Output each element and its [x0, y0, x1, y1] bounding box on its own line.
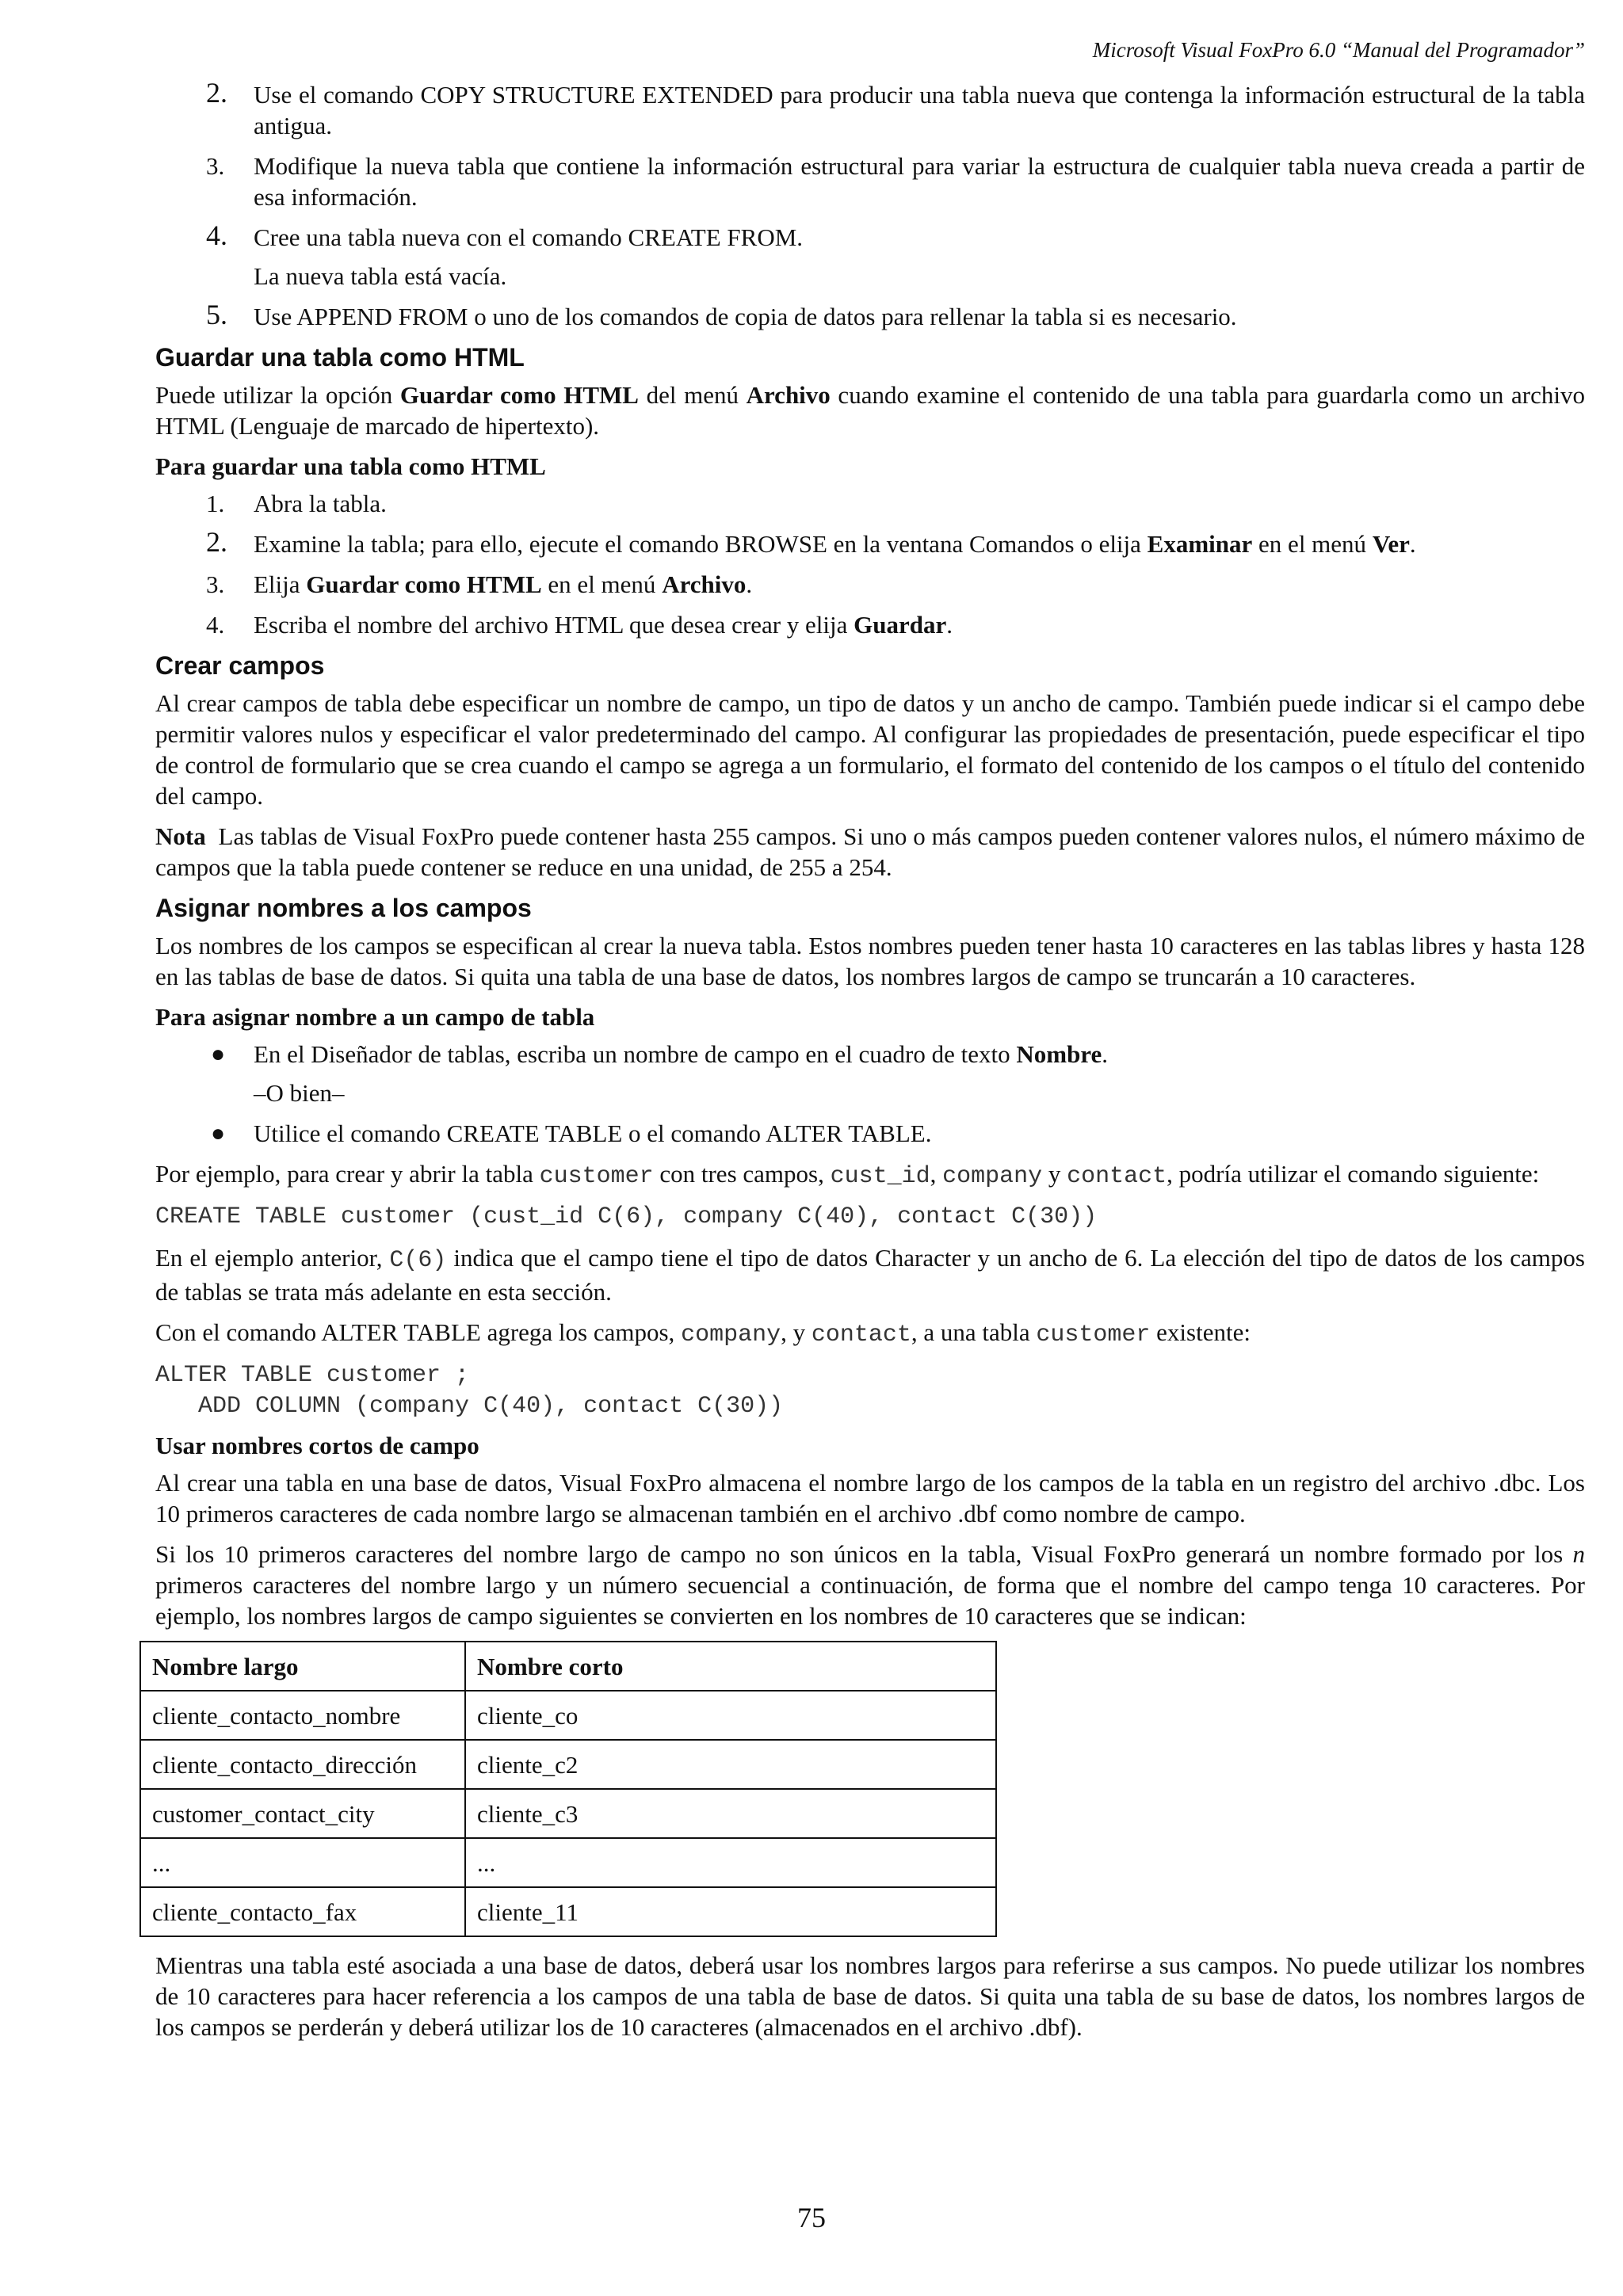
list-item: 2. Examine la tabla; para ello, ejecute el comando BROWSE en la ventana Comandos o elija Examinar en el menú Ver.	[206, 526, 1416, 558]
table-cell: cliente_contacto_nombre	[140, 1691, 465, 1740]
list-item: 1. Abra la tabla.	[206, 490, 387, 517]
list-item: 3. Elija Guardar como HTML en el menú Archivo.	[206, 570, 753, 598]
paragraph: Por ejemplo, para crear y abrir la tabla customer con tres campos, cust_id, company y contact, podría utilizar el comando siguiente:	[155, 1160, 1540, 1190]
table-row	[140, 1691, 996, 1740]
list-item: 5. Use APPEND FROM o uno de los comandos de copia de datos para rellenar la tabla si es necesario.	[206, 299, 1237, 330]
code-block	[155, 1360, 1585, 1422]
paragraph: En el ejemplo anterior, C(6) indica que el campo tiene el tipo de datos Character y un ancho de 6. La elección del tipo de datos de los campos de tablas se trata más adelante en esta sección.	[155, 1244, 1585, 1306]
list-item: ● En el Diseñador de tablas, escriba un nombre de campo en el cuadro de texto Nombre.	[211, 1040, 1109, 1068]
list-item: 4. Escriba el nombre del archivo HTML que desea crear y elija Guardar.	[206, 611, 953, 639]
table-cell: cliente_c2	[465, 1740, 996, 1789]
procedure-title: Usar nombres cortos de campo	[155, 1432, 479, 1459]
table-cell: cliente_c3	[465, 1789, 996, 1838]
code-block: CREATE TABLE customer (cust_id C(6), company C(40), contact C(30))	[155, 1203, 1098, 1230]
table-row	[140, 1838, 996, 1887]
code-line: ALTER TABLE customer ;	[155, 1362, 470, 1389]
list-item: 2. Use el comando COPY STRUCTURE EXTENDED para producir una tabla nueva que contenga la información estructural de la tabla antigua.	[206, 77, 1585, 139]
table-cell: cliente_co	[465, 1691, 996, 1740]
paragraph: Puede utilizar la opción Guardar como HTML del menú Archivo cuando examine el contenido de una tabla para guardarla como un archivo HTML (Lenguaje de marcado de hipertexto).	[155, 381, 1585, 440]
field-names-table	[139, 1641, 997, 1937]
section-heading-campos: Crear campos	[155, 651, 325, 680]
code-line: ADD COLUMN (company C(40), contact C(30))	[155, 1393, 784, 1420]
table-cell: cliente_contacto_dirección	[140, 1740, 465, 1789]
bullet-icon: ●	[211, 1041, 226, 1067]
paragraph: Los nombres de los campos se especifican al crear la nueva tabla. Estos nombres pueden tener hasta 10 caracteres en las tablas libres y hasta 128 en las tablas de base de datos. Si quita una tabla de una base de datos, los nombres largos de campo se truncarán a 10 caracteres.	[155, 932, 1585, 990]
top-step-list	[155, 79, 1585, 253]
column-header: Nombre corto	[465, 1642, 996, 1691]
page-content	[152, 77, 1586, 2052]
table-cell: ...	[465, 1838, 996, 1887]
table-cell: customer_contact_city	[140, 1789, 465, 1838]
bullet-icon: ●	[211, 1120, 226, 1146]
page-number: 75	[797, 2202, 826, 2233]
list-item: 3. Modifique la nueva tabla que contiene la información estructural para variar la estructura de cualquier tabla nueva creada a partir de esa información.	[206, 152, 1585, 211]
section-heading-nombres: Asignar nombres a los campos	[155, 894, 532, 922]
bullet-list	[155, 1039, 1585, 1070]
section-heading-html: Guardar una tabla como HTML	[155, 343, 525, 372]
procedure-title: Para guardar una tabla como HTML	[155, 452, 546, 480]
table-row	[140, 1789, 996, 1838]
table-row	[140, 1887, 996, 1936]
paragraph: Mientras una tabla esté asociada a una base de datos, deberá usar los nombres largos para referirse a sus campos. No puede utilizar los nombres de 10 caracteres para hacer referencia a los campos de una tabla de base de datos. Si quita una tabla de su base de datos, los nombres largos de los campos se perderán y deberá utilizar los de 10 caracteres (almacenados en el archivo .dbf).	[155, 1951, 1585, 2041]
column-header: Nombre largo	[140, 1642, 465, 1691]
table-header-row	[140, 1642, 996, 1691]
table-cell: cliente_11	[465, 1887, 996, 1936]
paragraph: Con el comando ALTER TABLE agrega los campos, company, y contact, a una tabla customer existente:	[155, 1318, 1251, 1348]
paragraph: Al crear campos de tabla debe especificar un nombre de campo, un tipo de datos y un ancho de campo. También puede indicar si el campo debe permitir valores nulos y especificar el valor predeterminado del campo. Al configurar las propiedades de presentación, puede especificar el tipo de control de formulario que se crea cuando el campo se agrega a un formulario, el formato del contenido de los campos o el título del contenido del campo.	[155, 689, 1585, 810]
table-row	[140, 1740, 996, 1789]
list-item: 4. Cree una tabla nueva con el comando CREATE FROM.	[206, 219, 804, 251]
list-subtext: La nueva tabla está vacía.	[254, 262, 507, 290]
running-header: Microsoft Visual FoxPro 6.0 “Manual del Programador”	[1092, 38, 1585, 62]
top-step-list-cont	[155, 301, 1585, 332]
paragraph: Si los 10 primeros caracteres del nombre largo de campo no son únicos en la tabla, Visual FoxPro generará un nombre formado por los n primeros caracteres del nombre largo y un número secuencial a continuación, de forma que el nombre del campo tenga 10 caracteres. Por ejemplo, los nombres largos de campo siguientes se convierten en los nombres de 10 caracteres que se indican:	[155, 1540, 1585, 1630]
bullet-list	[155, 1118, 1585, 1149]
paragraph: Al crear una tabla en una base de datos, Visual FoxPro almacena el nombre largo de los campos de la tabla en un registro del archivo .dbc. Los 10 primeros caracteres de cada nombre largo se almacenan también en el archivo .dbf como nombre de campo.	[155, 1469, 1585, 1527]
note: Nota Las tablas de Visual FoxPro puede contener hasta 255 campos. Si uno o más campos pueden contener valores nulos, el número máximo de campos que la tabla puede contener se reduce en una unidad, de 255 a 254.	[155, 822, 1586, 881]
table-cell: ...	[140, 1838, 465, 1887]
procedure-title: Para asignar nombre a un campo de tabla	[155, 1003, 595, 1031]
table-cell: cliente_contacto_fax	[140, 1887, 465, 1936]
or-separator: –O bien–	[254, 1079, 345, 1107]
list-item: ● Utilice el comando CREATE TABLE o el comando ALTER TABLE.	[211, 1119, 932, 1147]
html-step-list	[155, 488, 1585, 640]
